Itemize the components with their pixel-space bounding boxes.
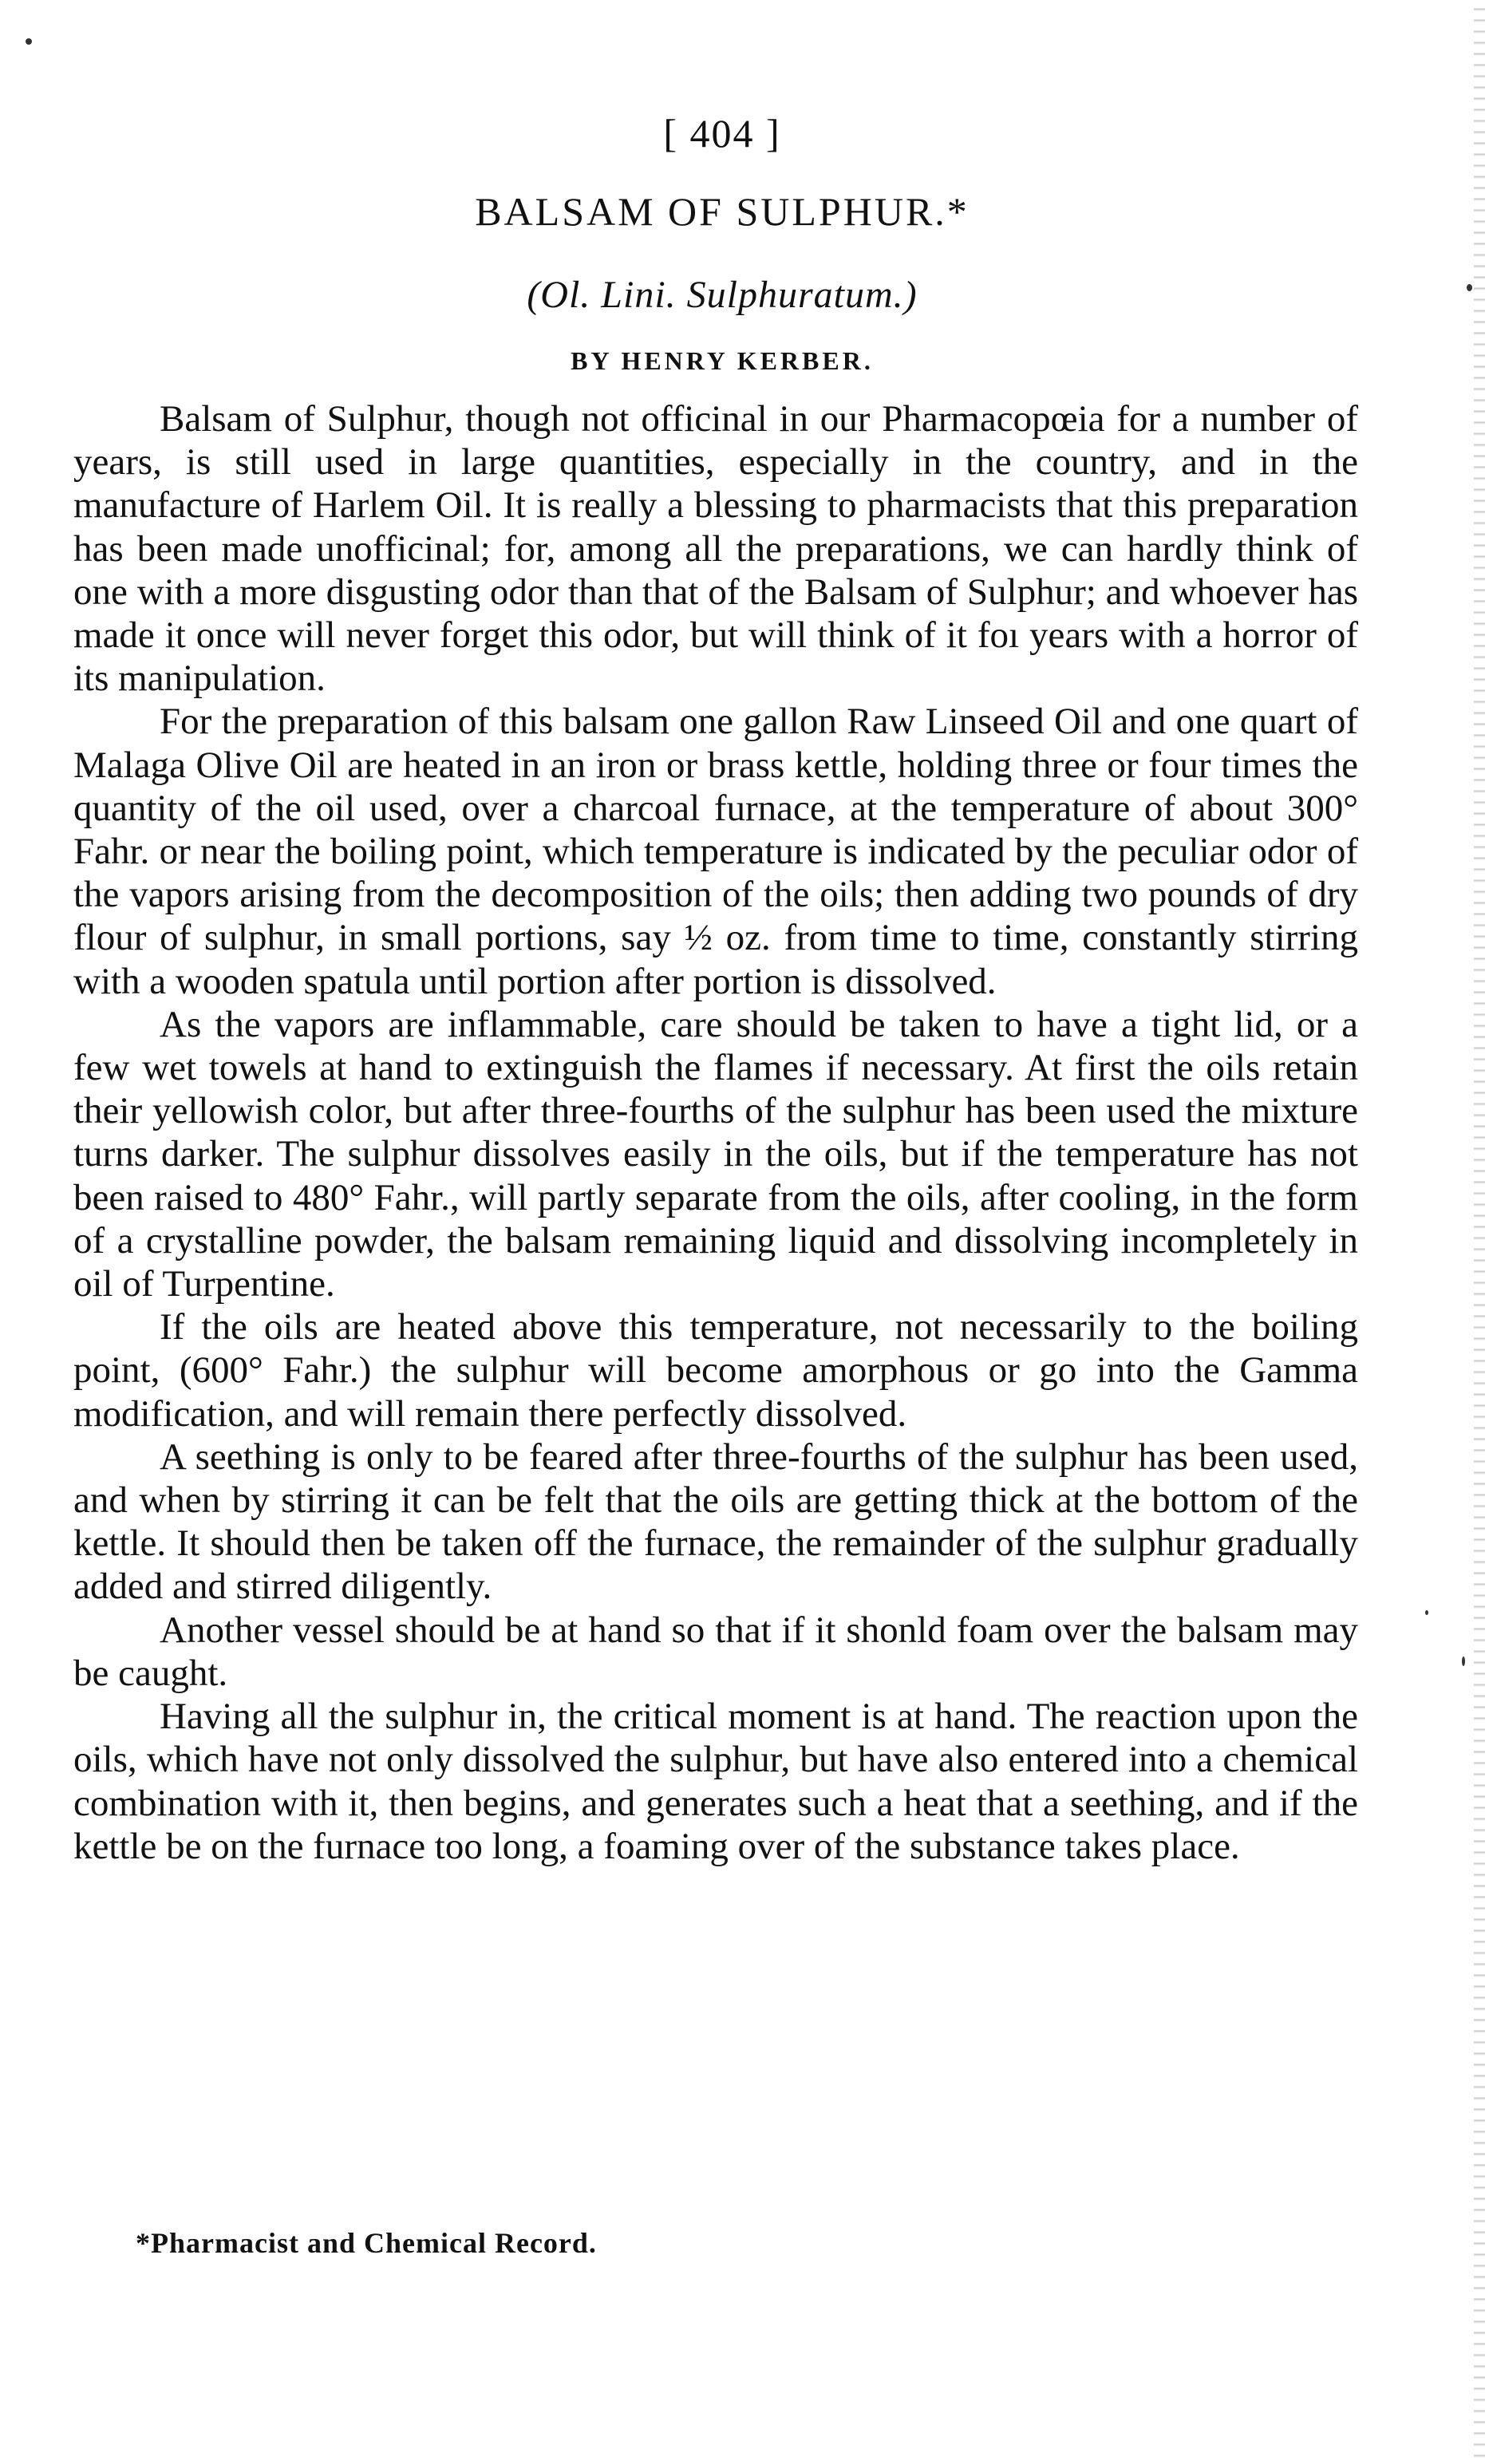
- page-number: [ 404 ]: [663, 111, 781, 156]
- scan-speck: [1467, 284, 1472, 291]
- paragraph-5: A seething is only to be feared after three-fourths of the sulphur has been used, and when by stirring it can be felt that the oils are getting thick at the bottom of the kettle. It should then be taken off the furnace, the remainder of the sulphur gradually added and stirred diligently.: [73, 1435, 1358, 1608]
- article-subtitle: (Ol. Lini. Sulphuratum.): [527, 274, 918, 316]
- footnote: *Pharmacist and Chemical Record.: [136, 2227, 597, 2259]
- paragraph-3: As the vapors are inflammable, care should be taken to have a tight lid, or a few wet towels at hand to extinguish the flames if necessary. At first the oils retain their yellowish color, but after three-fourths of the sulphur has been used the mixture turns darker. The sulphur dissolves easily in the oils, but if the temperature has not been raised to 480° Fahr., will partly separate from the oils, after cooling, in the form of a crystalline powder, the balsam remaining liquid and dissolving incompletely in oil of Turpentine.: [73, 1003, 1358, 1305]
- scan-edge-right: [1474, 0, 1485, 2464]
- article-title: BALSAM OF SULPHUR.*: [475, 189, 970, 234]
- scan-speck: [1425, 1610, 1428, 1615]
- article-body: [73, 397, 1358, 1868]
- scan-speck: [1462, 1656, 1465, 1666]
- paragraph-1: Balsam of Sulphur, though not officinal in our Pharmacopœia for a number of years, is still used in large quantities, especially in the country, and in the manufacture of Harlem Oil. It is really a blessing to pharmacists that this preparation has been made unofficinal; for, among all the preparations, we can hardly think of one with a more disgusting odor than that of the Balsam of Sulphur; and whoever has made it once will never forget this odor, but will think of it foı years with a horror of its manipulation.: [73, 398, 1358, 700]
- paragraph-7: Having all the sulphur in, the critical moment is at hand. The reaction upon the oils, which have not only dissolved the sulphur, but have also entered into a chemical combination with it, then begins, and generates such a heat that a seething, and if the kettle be on the furnace too long, a foaming over of the substance takes place.: [73, 1696, 1358, 1867]
- paragraph-2: For the preparation of this balsam one gallon Raw Linseed Oil and one quart of Malaga Olive Oil are heated in an iron or brass kettle, holding three or four times the quantity of the oil used, over a charcoal furnace, at the temperature of about 300° Fahr. or near the boiling point, which temperature is indicated by the peculiar odor of the vapors arising from the decomposition of the oils; then adding two pounds of dry flour of sulphur, in small portions, say ½ oz. from time to time, constantly stirring with a wooden spatula until portion after portion is dissolved.: [73, 701, 1358, 1002]
- paragraph-6: Another vessel should be at hand so that if it shonld foam over the balsam may be caught.: [73, 1609, 1358, 1694]
- author-byline: BY HENRY KERBER.: [571, 346, 874, 375]
- scan-speck: [26, 38, 32, 45]
- paragraph-4: If the oils are heated above this temperature, not necessarily to the boiling point, (600° Fahr.) the sulphur will become amorphous or go into the Gamma modification, and will remain there perfectly dissolved.: [73, 1306, 1358, 1435]
